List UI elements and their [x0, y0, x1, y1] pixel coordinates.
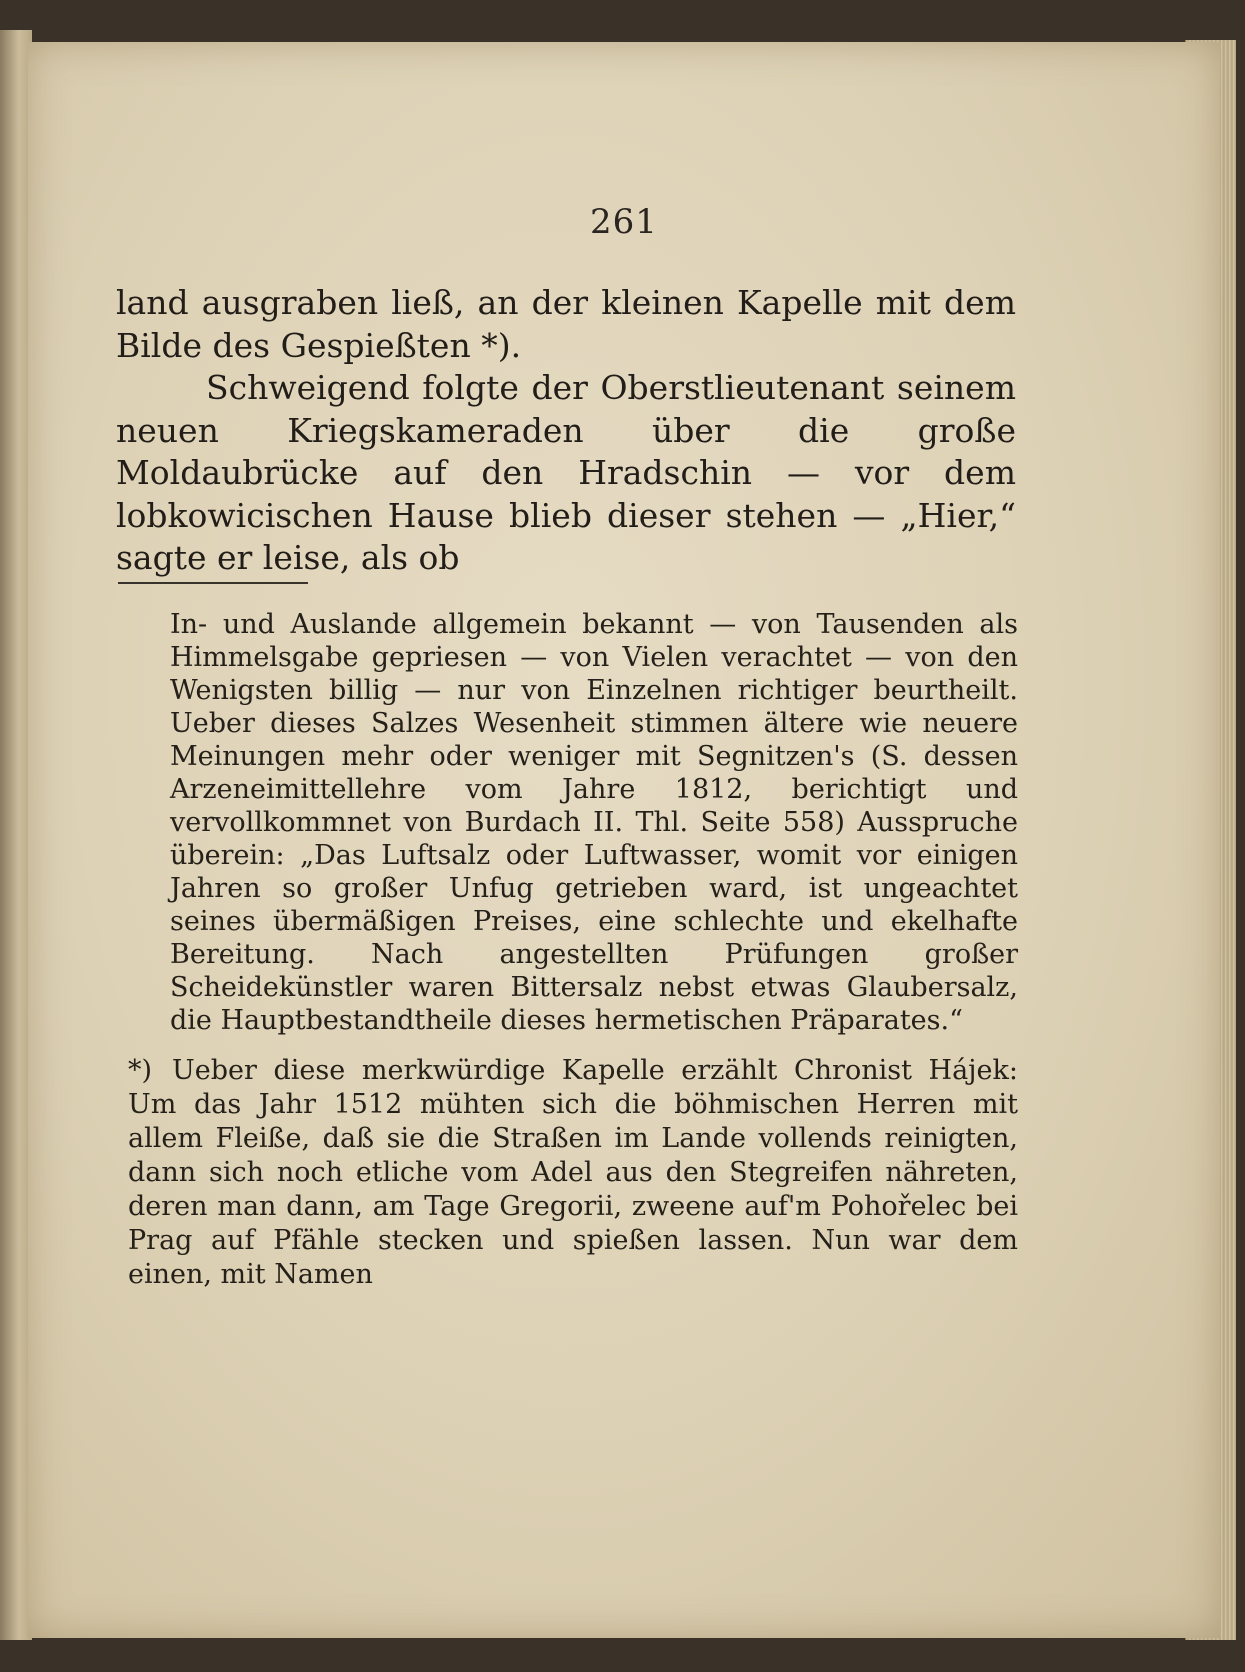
footnote-star-paragraph: [128, 1054, 1018, 1292]
footnote-separator: [118, 582, 308, 584]
footnote-continuation-text: In- und Auslande allgemein bekannt — von Tausenden als Himmelsgabe gepriesen — von Vielen verachtet — von den Wenigsten billig — nur von Einzelnen richtiger beurtheilt. Ueber dieses Salzes Wesenheit stimmen ältere wie neuere Meinungen mehr oder weniger mit Segnitzen's (S. dessen Arzeneimittellehre vom Jahre 1812, berichtigt und vervollkommnet von Burdach II. Thl. Seite 558) Ausspruche überein: „Das Luftsalz oder Luftwasser, womit vor einigen Jahren so großer Unfug getrieben ward, ist ungeachtet seines übermäßigen Preises, eine schlechte und ekelhafte Bereitung. Nach angestellten Prüfungen großer Scheidekünstler waren Bittersalz nebst etwas Glaubersalz, die Hauptbestandtheile dieses hermetischen Präparates.“: [170, 609, 1018, 1036]
footnote-star-text: Ueber diese merkwürdige Kapelle erzählt Chronist Hájek: Um das Jahr 1512 mühten sich die böhmischen Herren mit allem Fleiße, daß sie die Straßen im Lande vollends reinigten, dann sich noch etliche vom Adel aus den Stegreifen nähreten, deren man dann, am Tage Gregorii, zweene auf'm Pohořelec bei Prag auf Pfähle stecken und spießen lassen. Nun war dem einen, mit Namen: [128, 1055, 1018, 1290]
footnote-star: [128, 1054, 1018, 1292]
main-paragraph-2: Schweigend folgte der Oberstlieutenant seinem neuen Kriegskameraden über die große Moldaubrücke auf den Hradschin — vor dem lobkowicischen Hause blieb dieser stehen — „Hier,“ sagte er leise, als ob: [116, 368, 1016, 577]
footnote-continuation: [170, 608, 1018, 1037]
book-page: [28, 42, 1220, 1638]
page-number: 261: [590, 202, 658, 242]
footnote-marker: *): [128, 1055, 153, 1086]
main-paragraph-1: land ausgraben ließ, an der kleinen Kapelle mit dem Bilde des Gespießten *).: [116, 283, 1016, 365]
main-text: [116, 282, 1016, 580]
